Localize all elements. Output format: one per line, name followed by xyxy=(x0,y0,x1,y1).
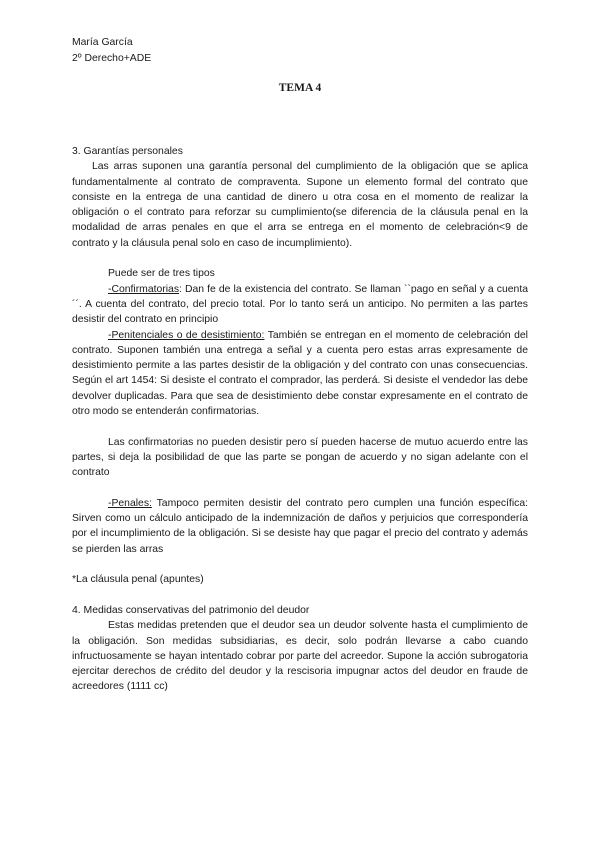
course-label: 2º Derecho+ADE xyxy=(72,52,152,64)
confirmatorias-note: Las confirmatorias no pueden desistir pero sí pueden hacerse de mutuo acuerdo entre las partes, si deja la posibilidad de que las parte se pongan de acuerdo y no sigan adelante con el contrato xyxy=(72,436,528,479)
confirmatorias-text: : Dan fe de la existencia del contrato. Se llaman ``pago en señal y a cuenta´´. A cuenta del contrato, del precio total. Por lo tanto será un anticipo. No permiten a las partes desistir del contrato en principio xyxy=(72,283,528,326)
penitenciales-label: -Penitenciales o de desistimiento: xyxy=(108,329,265,341)
penales-paragraph xyxy=(72,496,528,557)
clausula-penal-note: *La cláusula penal (apuntes) xyxy=(72,574,204,586)
section-4-paragraph: Estas medidas pretenden que el deudor sea un deudor solvente hasta el cumplimiento de la obligación. Son medidas subsidiarias, es decir, solo podrán llevarse a cabo cuando infructuosamente se hayan intentado cobrar por parte del acreedor. Supone la acción subrogatoria ejercitar derechos de crédito del deudor y la rescisoria impugnar actos del deudor en fraude de acreedores (1111 cc) xyxy=(72,620,528,693)
author-name: María García xyxy=(72,37,133,48)
penitenciales-text: También se entregan en el momento de celebración del contrato. Suponen también una entrega a señal y a cuenta pero estas arras expresamente de desistimiento permite a las partes desistir de la obligación y del contrato con unas consecuencias. Según el art 1454: Si desiste el contrato el comprador, las perderá. Si desiste el vendedor las debe devolver duplicadas. Para que sea de desistimiento debe constar expresamente en el contrato de otro modo se entenderán confirmatorias. xyxy=(72,329,528,418)
confirmatorias-paragraph xyxy=(72,282,528,328)
document-body xyxy=(72,144,528,695)
section-3-heading: 3. Garantías personales xyxy=(72,146,183,157)
penales-text: Tampoco permiten desistir del contrato pero cumplen una función específica: Sirven como un cálculo anticipado de la indemnización de daños y perjuicios que correspondería por el incumplimiento de la obligación. Si se desiste hay que pagar el precio del contrato y además se pierden las arras xyxy=(72,497,528,555)
section-3-paragraph: Las arras suponen una garantía personal del cumplimiento de la obligación que se aplica fundamentalmente al contrato de compraventa. Supone un elemento formal del contrato que consiste en la entrega de una cantidad de dinero u otra cosa en el momento de realizar la obligación o el contrato para reforzar su cumplimiento(se diferencia de la cláusula penal en la modalidad de arras penales en que el arra se entrega en el momento de celebración<9 de contrato y la cláusula penal solo en caso de incumplimiento). xyxy=(72,161,528,249)
penitenciales-paragraph xyxy=(72,328,528,420)
page-title: TEMA 4 xyxy=(278,82,322,94)
document-header xyxy=(72,35,151,66)
types-intro: Puede ser de tres tipos xyxy=(108,268,215,280)
section-4-heading: 4. Medidas conservativas del patrimonio del deudor xyxy=(72,604,310,616)
penales-label: -Penales: xyxy=(108,497,152,509)
confirmatorias-label: -Confirmatorias xyxy=(108,283,180,295)
